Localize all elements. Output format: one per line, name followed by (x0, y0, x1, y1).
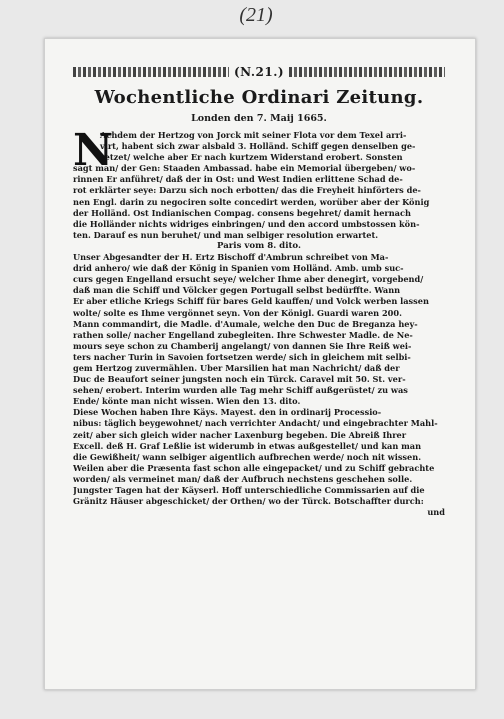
ornament-right-icon (289, 67, 445, 77)
text-line: Duc de Beaufort seiner jungsten noch ein Türck. Caravel mit 50. St. ver- (73, 374, 406, 385)
text-line: sehen/ erobert. Interim wurden alle Tag mehr Schiff außgerüstet/ zu was (73, 385, 408, 396)
text-line: worden/ als vermeinet man/ daß der Aufbruch nechstens geschehen solle. (73, 473, 413, 484)
text-line: rot erklärter seye: Darzu sich noch erbotten/ das die Freyheit hinförters de- (73, 185, 421, 196)
text-line: rinnen Er anführet/ daß der in Ost: und West Indien erlittene Schad de- (73, 174, 403, 185)
article-vienna (73, 407, 445, 507)
text-line: rathen solle/ nacher Engelland zubegleiten. Ihre Schwester Madle. de Ne- (73, 329, 413, 340)
text-line: der Holländ. Ost Indianischen Compag. consens begehret/ damit hernach (73, 207, 411, 218)
text-line: die Gewißheit/ wann selbiger aigentlich aufbrechen werde/ noch nit wissen. (73, 451, 422, 462)
text-line: Jungster Tagen hat der Käyserl. Hoff unterschiedliche Commissarien auf die (73, 485, 425, 495)
text-line: Achdem der Hertzog von Jorck mit seiner Flota vor dem Texel arri- (100, 130, 407, 140)
text-line: Er aber etliche Kriegs Schiff für bares Geld kauffen/ und Volck werben lassen (73, 296, 429, 307)
article-london (73, 125, 445, 241)
page-content (73, 65, 445, 681)
dateline-london: Londen den 7. Maij 1665. (191, 113, 327, 124)
text-line: Ende/ könte man nicht wissen. Wien den 13. dito. (73, 396, 301, 407)
text-line: Weilen aber die Præsenta fast schon alle eingepacket/ und zu Schiff gebrachte (73, 462, 435, 473)
text-line: Diese Wochen haben Ihre Käys. Mayest. den in ordinarij Processio- (73, 407, 382, 418)
article-paris (73, 252, 445, 407)
text-line: ters nacher Turin in Savoien fortsetzen werde/ sich in gleichem mit selbi- (73, 351, 411, 362)
dateline-paris: Paris vom 8. dito. (216, 240, 301, 251)
drop-cap: N (73, 125, 114, 176)
text-line: virt, habent sich zwar alsbald 3. Holländ. Schiff gegen denselben ge- (100, 141, 416, 152)
text-line: daß man die Schiff und Völcker gegen Portugall selbst bedürffte. Wann (73, 285, 401, 296)
text-line: gem Hertzog zuvermählen. Uber Marsilien hat man Nachricht/ daß der (73, 362, 400, 373)
newspaper-page (44, 38, 476, 690)
text-line: setzet/ welche aber Er nach kurtzem Widerstand erobert. Sonsten (100, 152, 403, 163)
newspaper-title: Wochentliche Ordinari Zeitung. (94, 87, 424, 108)
text-line: nibus: täglich beygewohnet/ nach verrichter Andacht/ und eingebrachter Mahl- (73, 418, 438, 429)
ornament-left-icon (73, 67, 229, 77)
catchword: und (427, 507, 445, 518)
text-line: nen Engl. darin zu negociren solte concedirt werden, worüber aber der König (73, 196, 430, 207)
text-line: ten. Darauf es nun beruhet/ und man selbiger resolution erwartet. (73, 229, 379, 240)
text-line: mours seye schon zu Chamberij angelangt/ von dannen Sie Ihre Reiß wei- (73, 340, 412, 351)
article-body (73, 125, 445, 518)
page-number: (21) (239, 4, 273, 26)
issue-number: (N.21.) (233, 65, 285, 79)
text-line: Gränitz Häuser abgeschicket/ der Orthen/ wo der Türck. Botschaffter durch: (73, 496, 424, 507)
text-line: Excell. deß H. Graf Leßlie ist widerumb in etwas außgestellet/ und kan man (73, 440, 422, 451)
text-line: Mann commandirt, die Madle. d'Aumale, welche den Duc de Breganza hey- (73, 318, 418, 329)
text-line: wolte/ solte es Ihme vergönnet seyn. Von der Königl. Guardi waren 200. (73, 307, 402, 318)
text-line: curs gegen Engelland ersucht seye/ welcher Ihme aber denegirt, vorgebend/ (73, 274, 424, 285)
header-ornament (73, 65, 445, 79)
text-line: die Holländer nichts widriges einbringen/ und den accord umbstossen kön- (73, 218, 420, 229)
text-line: Unser Abgesandter der H. Ertz Bischoff d'Ambrun schreibet von Ma- (73, 252, 389, 263)
text-line: sagt man/ der Gen: Staaden Ambassad. habe ein Memorial übergeben/ wo- (73, 163, 416, 174)
text-line: zeit/ aber sich gleich wider nacher Laxenburg begeben. Die Abreiß Ihrer (73, 429, 407, 440)
text-line: drid anhero/ wie daß der König in Spanien vom Holländ. Amb. umb suc- (73, 263, 404, 274)
